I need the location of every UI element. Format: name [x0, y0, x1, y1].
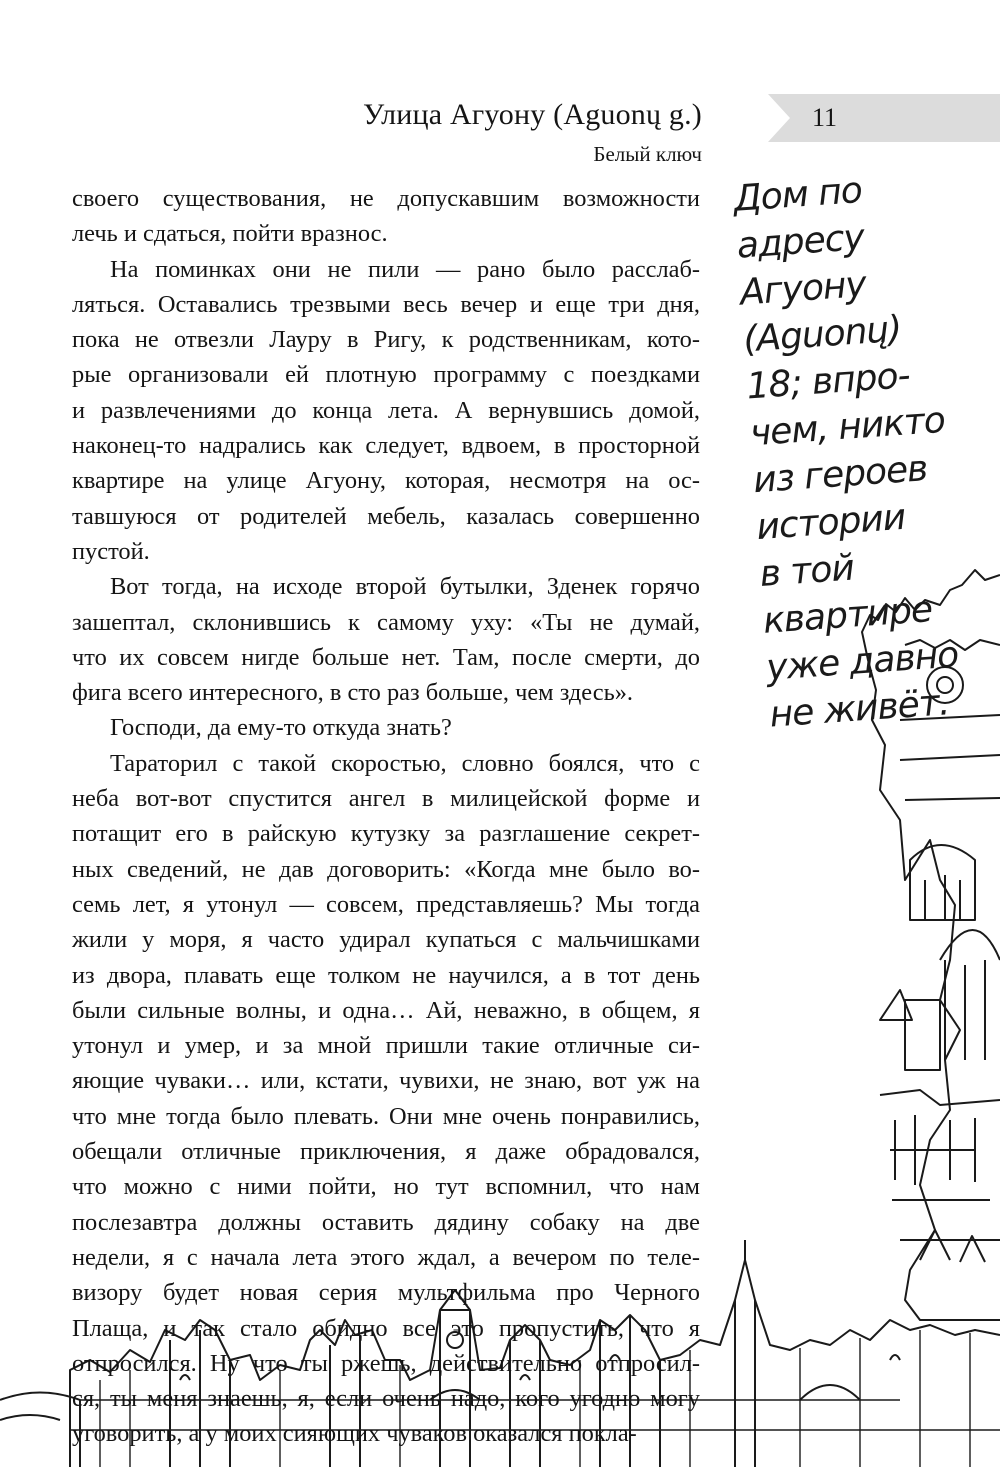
page-number-tab	[768, 94, 1000, 142]
text-line: послезавтра должны оставить дядину собаку на две	[72, 1208, 700, 1236]
paragraph	[72, 252, 700, 570]
text-line: недели, я с начала лета этого ждал, а вечером по теле-	[72, 1243, 700, 1271]
handwritten-line: уже давно	[764, 634, 960, 689]
handwritten-line: (Aguonų)	[742, 308, 903, 361]
text-line: лечь и сдаться, пойти вразнос.	[72, 220, 388, 248]
body-text	[72, 181, 700, 1452]
chapter-subtitle: Белый ключ	[593, 142, 702, 166]
text-line: пустой.	[72, 537, 150, 565]
text-line: Господи, да ему-то откуда знать?	[110, 714, 452, 742]
text-line: потащит его в райскую кутузку за разглашение секрет-	[72, 820, 700, 848]
text-line: семь лет, я утонул — совсем, представляешь? Мы тогда	[72, 890, 700, 918]
paragraph	[72, 746, 700, 1452]
text-line: своего существования, не допускавшим возможности	[72, 185, 700, 212]
text-line: были сильные волны, и одна… Ай, неважно, в общем, я	[72, 996, 700, 1024]
text-line: ся, ты меня знаешь, я, если очень надо, кого угодно могу	[72, 1385, 700, 1413]
page-number: 11	[812, 103, 838, 132]
text-line: что их совсем нигде больше нет. Там, после смерти, до	[72, 643, 700, 671]
handwritten-line: адресу	[735, 217, 866, 267]
paragraph	[72, 710, 700, 745]
text-line: уговорить, а у моих сияющих чуваков оказался покла-	[72, 1420, 637, 1448]
text-line: неба вот-вот спустится ангел в милицейской форме и	[72, 785, 700, 813]
text-line: обещали отличные приключения, я даже обрадовался,	[72, 1138, 700, 1166]
text-line: На поминках они не пили — рано было расслаб-	[110, 255, 700, 283]
text-line: жили у моря, я часто удирал купаться с мальчишками	[72, 926, 700, 954]
text-line: наконец-то надрались как следует, вдвоем, в просторной	[72, 432, 700, 460]
handwritten-line: Дом по	[732, 170, 864, 220]
handwritten-line: в той	[758, 547, 856, 595]
paragraph	[72, 569, 700, 710]
handwritten-note	[732, 163, 961, 739]
handwritten-line: из героев	[751, 448, 929, 502]
text-line: Плаща, и так стало обидно все это пропустить, что я	[72, 1314, 700, 1342]
handwritten-line: Агуону	[738, 263, 868, 314]
handwritten-line: квартире	[761, 589, 934, 642]
handwritten-line: чем, никто	[748, 399, 947, 455]
handwritten-line: не живёт.	[768, 682, 951, 736]
text-line: зашептал, склонившись к самому уху: «Ты не думай,	[72, 608, 700, 636]
text-line: и развлечениями до конца лета. А вернувшись домой,	[72, 396, 700, 424]
text-line: отпросился. Ну что ты ржешь, действительно отпросил-	[72, 1349, 700, 1377]
text-line: Тараторил с такой скоростью, словно боялся, что с	[110, 749, 700, 777]
text-line: ляться. Оставались трезвыми весь вечер и еще три дня,	[72, 290, 700, 318]
handwritten-line: истории	[755, 496, 907, 549]
paragraph	[72, 181, 700, 252]
text-line: тавшуюся от родителей мебель, казалась совершенно	[72, 502, 700, 530]
text-line: что можно с ними пойти, но тут вспомнил, что нам	[72, 1173, 700, 1201]
text-line: утонул и умер, и за мной пришли такие отличные си-	[72, 1032, 700, 1060]
handwritten-line: 18; впро-	[745, 355, 911, 408]
chapter-title: Улица Агуону (Aguonų g.)	[363, 98, 702, 131]
text-line: Вот тогда, на исходе второй бутылки, Зденек горячо	[110, 573, 700, 601]
text-line: рые организовали ей плотную программу с поездками	[72, 361, 700, 389]
text-line: ных сведений, не дав договорить: «Когда мне было во-	[72, 855, 700, 883]
text-line: квартире на улице Агуону, которая, несмотря на ос-	[72, 467, 700, 495]
text-line: яющие чуваки… или, кстати, чувихи, не знаю, вот уж на	[72, 1067, 700, 1095]
text-line: пока не отвезли Лауру в Ригу, к родственникам, кото-	[72, 326, 700, 354]
text-line: что мне тогда было плевать. Они мне очень понравились,	[72, 1102, 700, 1130]
text-line: визору будет новая серия мультфильма про Черного	[72, 1279, 700, 1307]
text-line: фига всего интересного, в сто раз больше, чем здесь».	[72, 679, 633, 707]
text-line: из двора, плавать еще толком не научился, а в тот день	[72, 961, 700, 989]
